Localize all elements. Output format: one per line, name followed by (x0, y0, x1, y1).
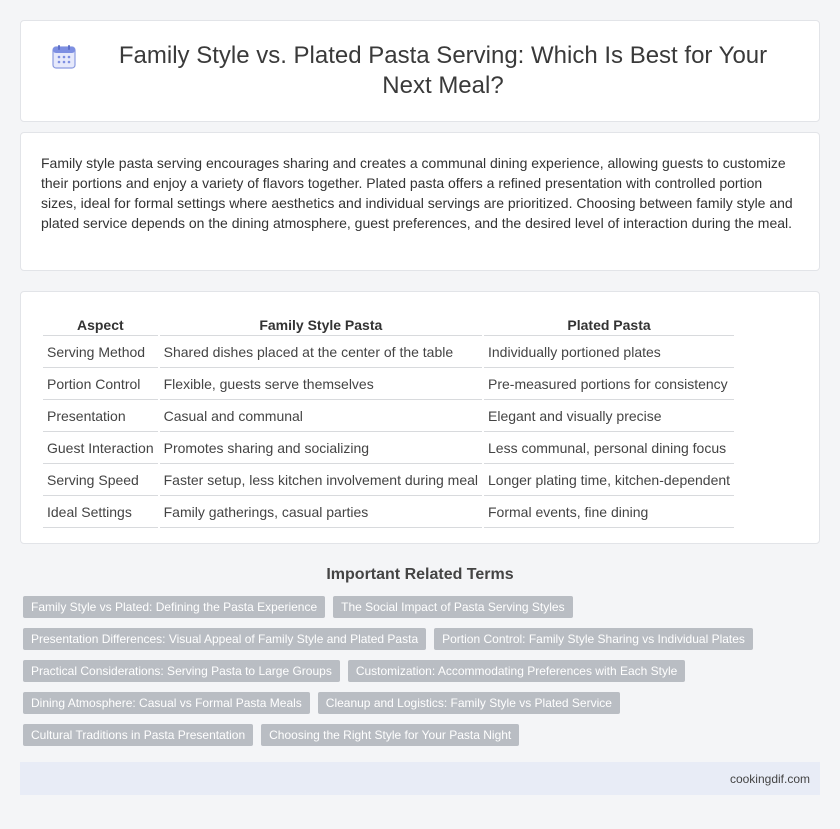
table-header-row (43, 312, 734, 336)
comparison-card (20, 291, 820, 544)
table-cell: Shared dishes placed at the center of the table (160, 336, 482, 368)
table-cell: Presentation (43, 400, 158, 432)
table-row (43, 400, 734, 432)
table-cell: Formal events, fine dining (484, 496, 734, 528)
page-title: Family Style vs. Plated Pasta Serving: Which Is Best for Your Next Meal? (118, 42, 768, 99)
related-term-tag[interactable]: Customization: Accommodating Preferences with Each Style (348, 660, 685, 682)
table-cell: Promotes sharing and socializing (160, 432, 482, 464)
related-term-tag[interactable]: Choosing the Right Style for Your Pasta Night (261, 724, 519, 746)
table-cell: Flexible, guests serve themselves (160, 368, 482, 400)
table-row (43, 496, 734, 528)
table-cell: Pre-measured portions for consistency (484, 368, 734, 400)
table-cell: Less communal, personal dining focus (484, 432, 734, 464)
related-terms-title: Important Related Terms (326, 566, 514, 583)
footer (20, 762, 820, 795)
comparison-table (41, 312, 736, 528)
related-term-tag[interactable]: Portion Control: Family Style Sharing vs Individual Plates (434, 628, 753, 650)
table-cell: Family gatherings, casual parties (160, 496, 482, 528)
table-cell: Elegant and visually precise (484, 400, 734, 432)
column-header-plated: Plated Pasta (484, 312, 734, 336)
related-term-tag[interactable]: The Social Impact of Pasta Serving Styles (333, 596, 572, 618)
related-term-tag[interactable]: Family Style vs Plated: Defining the Pasta Experience (23, 596, 325, 618)
table-cell: Serving Method (43, 336, 158, 368)
table-cell: Faster setup, less kitchen involvement during meal (160, 464, 482, 496)
table-cell: Casual and communal (160, 400, 482, 432)
related-term-tag[interactable]: Cultural Traditions in Pasta Presentation (23, 724, 253, 746)
table-row (43, 464, 734, 496)
calendar-icon (51, 44, 77, 70)
table-cell: Portion Control (43, 368, 158, 400)
table-row (43, 336, 734, 368)
table-cell: Serving Speed (43, 464, 158, 496)
related-term-tag[interactable]: Practical Considerations: Serving Pasta to Large Groups (23, 660, 340, 682)
related-term-tag[interactable]: Presentation Differences: Visual Appeal of Family Style and Plated Pasta (23, 628, 426, 650)
related-term-tag[interactable]: Dining Atmosphere: Casual vs Formal Pasta Meals (23, 692, 310, 714)
column-header-aspect: Aspect (43, 312, 158, 336)
related-terms-list (20, 596, 820, 746)
footer-site-name[interactable]: cookingdif.com (729, 771, 810, 786)
column-header-family-style: Family Style Pasta (160, 312, 482, 336)
intro-card (20, 132, 820, 271)
related-term-tag[interactable]: Cleanup and Logistics: Family Style vs Plated Service (318, 692, 620, 714)
table-row (43, 432, 734, 464)
intro-paragraph: Family style pasta serving encourages sharing and creates a communal dining experience, allowing guests to customize their portions and enjoy a variety of flavors together. Plated pasta offers a refined presentation with controlled portion sizes, ideal for formal settings where aesthetics and individual servings are prioritized. Choosing between family style and plated service depends on the dining atmosphere, guest preferences, and the desired level of interaction during the meal. (41, 155, 793, 231)
table-cell: Individually portioned plates (484, 336, 734, 368)
table-cell: Guest Interaction (43, 432, 158, 464)
table-row (43, 368, 734, 400)
table-cell: Longer plating time, kitchen-dependent (484, 464, 734, 496)
table-cell: Ideal Settings (43, 496, 158, 528)
header-card (20, 20, 820, 122)
